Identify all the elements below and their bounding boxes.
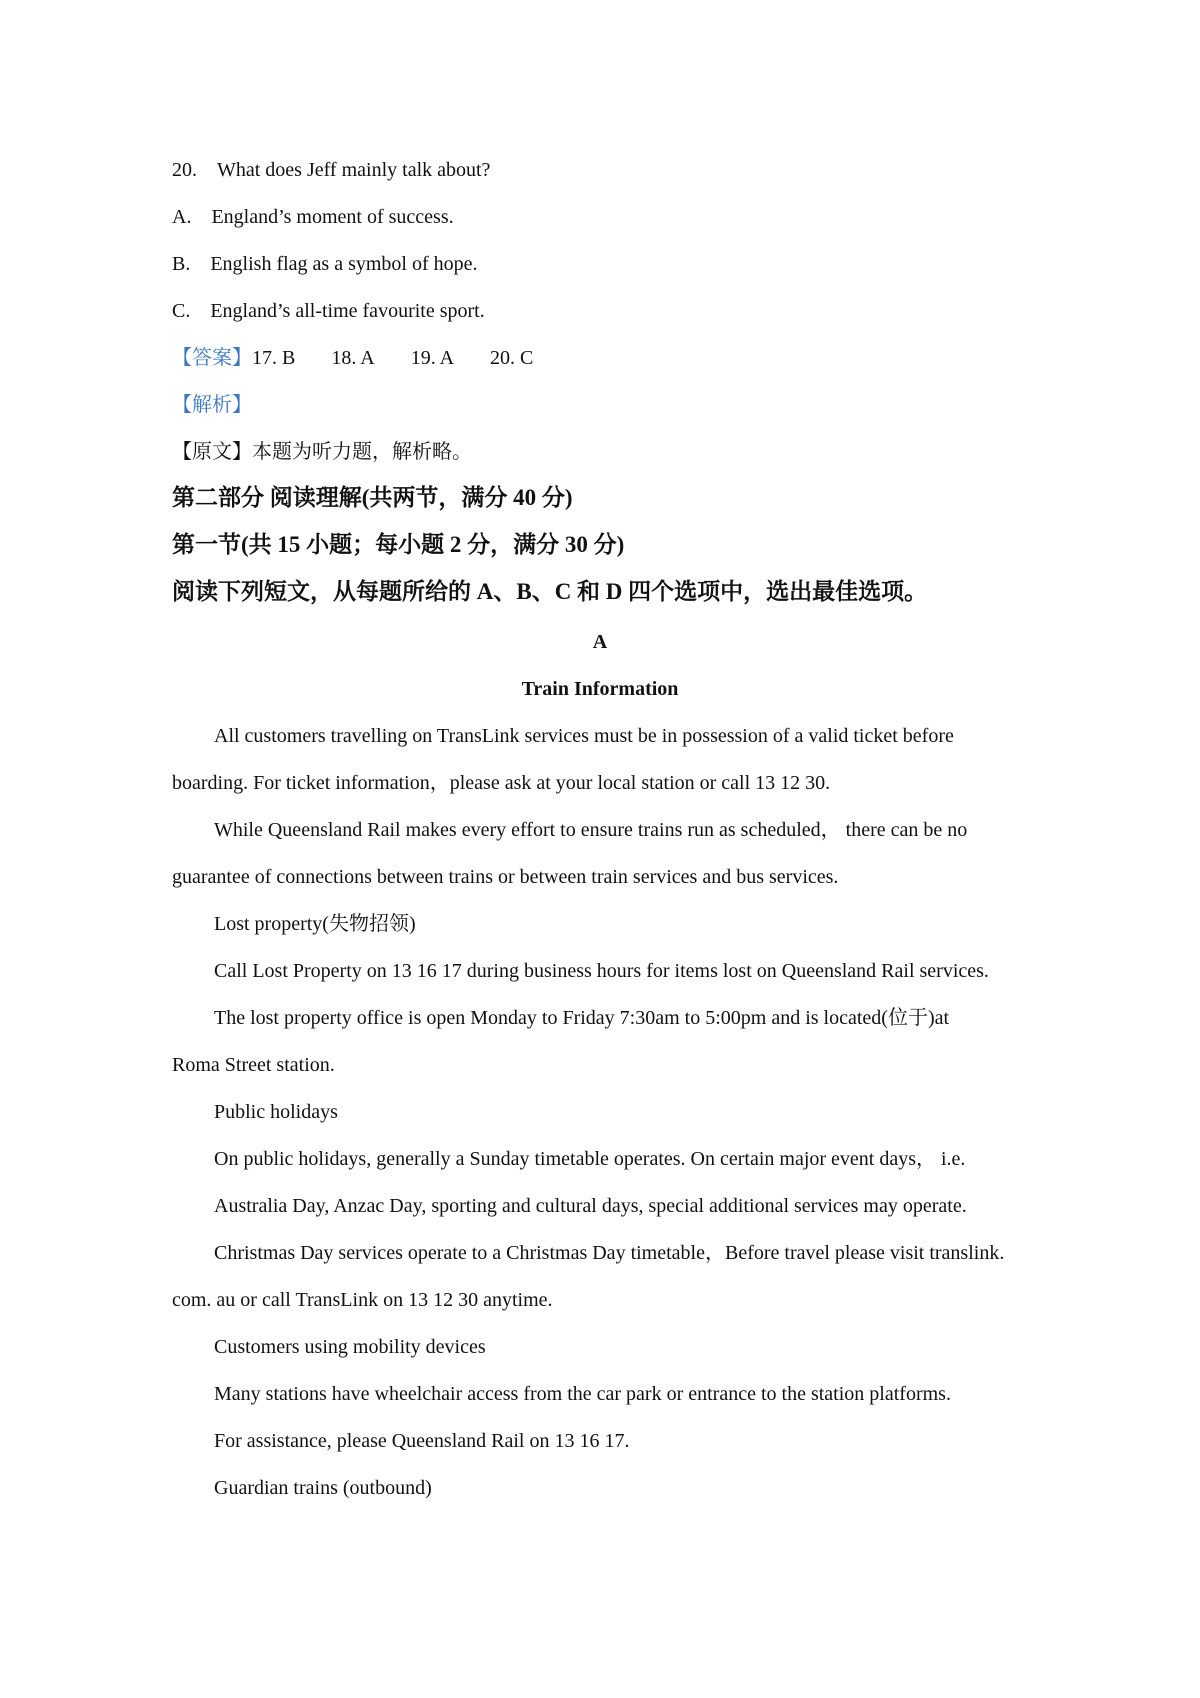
question-20-option-a: A. England’s moment of success. xyxy=(172,206,454,228)
answer-line xyxy=(172,345,1040,371)
answer-item: 17. B xyxy=(252,347,296,369)
passage-line: For assistance, please Queensland Rail on 13 16 17. xyxy=(214,1430,630,1452)
passage-title: Train Information xyxy=(521,678,679,700)
question-20-option-b: B. English flag as a symbol of hope. xyxy=(172,253,478,275)
passage-line: All customers travelling on TransLink services must be in possession of a valid ticket before xyxy=(214,725,954,747)
passage-letter: A xyxy=(592,631,608,653)
section-heading-public-holidays: Public holidays xyxy=(214,1101,338,1123)
passage-line: Australia Day, Anzac Day, sporting and cultural days, special additional services may operate. xyxy=(214,1195,967,1217)
passage-line: On public holidays, generally a Sunday timetable operates. On certain major event days， i.e. xyxy=(214,1148,966,1170)
passage-line: com. au or call TransLink on 13 12 30 anytime. xyxy=(172,1289,553,1311)
reading-instruction: 阅读下列短文，从每题所给的 A、B、C 和 D 四个选项中，选出最佳选项。 xyxy=(172,579,928,604)
question-20-option-c: C. England’s all-time favourite sport. xyxy=(172,300,485,322)
subsection-title: 第一节(共 15 小题；每小题 2 分，满分 30 分) xyxy=(172,532,625,557)
analysis-label: 【解析】 xyxy=(172,394,252,416)
passage-line: The lost property office is open Monday to Friday 7:30am to 5:00pm and is located(位于)at xyxy=(214,1007,950,1029)
passage-line: boarding. For ticket information，please ask at your local station or call 13 12 30. xyxy=(172,772,831,794)
passage-line: While Queensland Rail makes every effort to ensure trains run as scheduled， there can be no xyxy=(214,819,968,841)
question-20-stem: 20. What does Jeff mainly talk about? xyxy=(172,159,491,181)
passage-line: Roma Street station. xyxy=(172,1054,335,1076)
answer-label: 【答案】 xyxy=(172,347,252,369)
passage-line: guarantee of connections between trains or between train services and bus services. xyxy=(172,866,839,888)
answer-item: 18. A xyxy=(331,347,375,369)
passage-line: Call Lost Property on 13 16 17 during business hours for items lost on Queensland Rail services. xyxy=(214,960,989,982)
section-heading-guardian-trains: Guardian trains (outbound) xyxy=(214,1477,432,1499)
section-heading-lost-property: Lost property(失物招领) xyxy=(214,913,416,935)
part-title: 第二部分 阅读理解(共两节，满分 40 分) xyxy=(172,485,573,510)
passage-line: Many stations have wheelchair access from the car park or entrance to the station platforms. xyxy=(214,1383,951,1405)
original-text-note: 【原文】本题为听力题，解析略。 xyxy=(172,441,472,463)
answer-item: 20. C xyxy=(490,347,534,369)
section-heading-mobility-devices: Customers using mobility devices xyxy=(214,1336,486,1358)
passage-line: Christmas Day services operate to a Christmas Day timetable，Before travel please visit translink. xyxy=(214,1242,1005,1264)
answer-item: 19. A xyxy=(410,347,455,369)
